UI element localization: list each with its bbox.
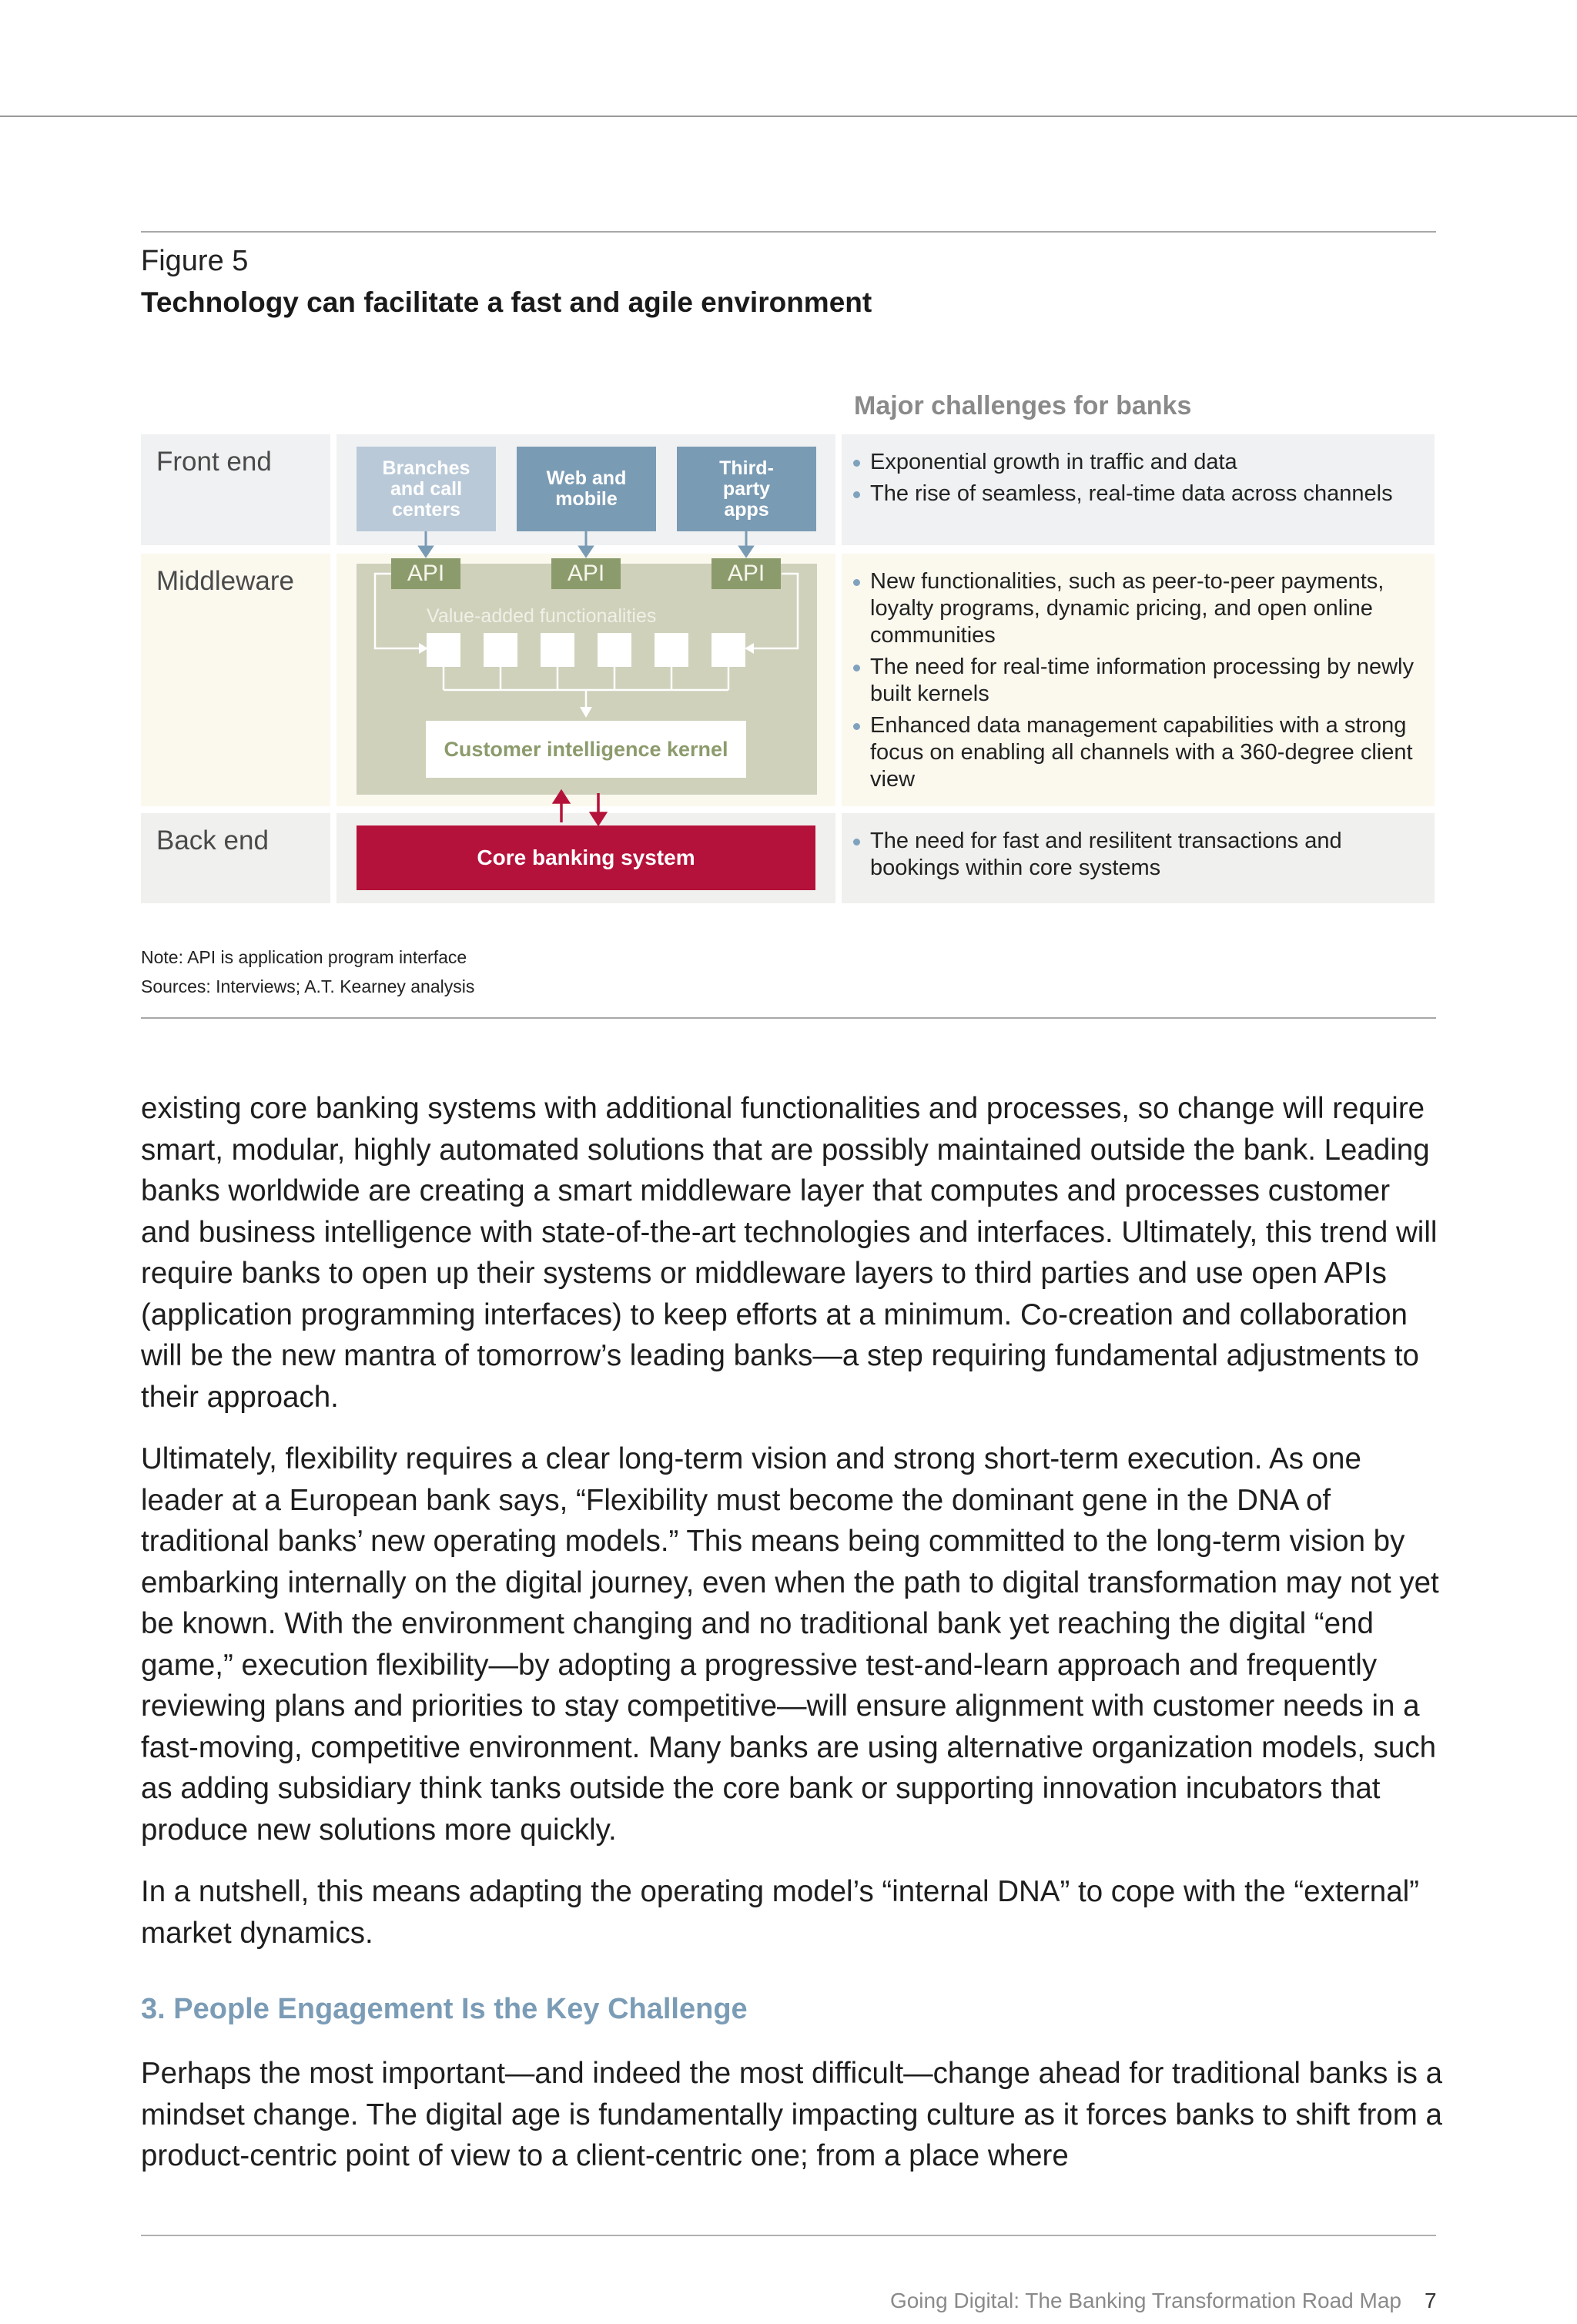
value-added-box [598,633,631,667]
bullet-dot-icon [853,579,860,586]
challenge-item: New functionalities, such as peer-to-peer payments, loyalty programs, dynamic pricing, and open online communities [852,568,1437,649]
back-challenges-list [852,828,1437,886]
value-added-box [541,633,574,667]
section-heading: 3. People Engagement Is the Key Challenge [141,1993,748,2025]
customer-intelligence-kernel: Customer intelligence kernel [426,721,746,778]
channel-branches [357,447,496,531]
channel-third-party [677,447,816,531]
footer-rule [141,2235,1436,2236]
challenges-heading: Major challenges for banks [854,391,1192,420]
bullet-dot-icon [853,839,860,846]
channel-web-mobile [517,447,656,531]
challenge-item: Exponential growth in traffic and data [852,449,1437,476]
challenge-item: Enhanced data management capabilities with a strong focus on enabling all channels with a 360-degree client view [852,712,1437,793]
figure-title: Technology can facilitate a fast and agile environment [141,286,872,318]
value-added-box [484,633,517,667]
row-label-back: Back end [156,825,269,856]
figure-label: Figure 5 [141,245,249,277]
footer-title: Going Digital: The Banking Transformation Road Map [889,2289,1401,2312]
value-added-label: Value-added functionalities [427,605,657,627]
channel-third-party-label: Third-party apps [719,457,774,521]
core-banking-system: Core banking system [357,825,815,890]
bullet-dot-icon [853,723,860,730]
row-label-front: Front end [156,447,272,477]
bullet-dot-icon [853,460,860,467]
value-added-box [655,633,688,667]
paragraph-1: existing core banking systems with additional functionalities and processes, so change will require smart, modular, highly automated solutions that are possibly maintained outside the bank. Leading banks worldwide are creating a smart middleware layer that computes and processes customer and business intelligence with state-of-the-art technologies and interfaces. Ultimately, this trend will require banks to open up their systems or middleware layers to third parties and use open APIs (application programming interfaces) to keep efforts at a minimum. Co-creation and collaboration will be the new mantra of tomorrow’s leading banks—a step requiring fundamental adjustments to their approach. [141,1092,1438,1414]
paragraph-2: Ultimately, flexibility requires a clear long-term vision and strong short-term execution. As one leader at a European bank says, “Flexibility must become the dominant gene in the DNA of traditional banks’ new operating models.” This means being committed to the long-term vision by embarking internally on the digital journey, even when the path to digital transformation may not yet be known. With the environment changing and no traditional bank yet reaching the digital “end game,” execution flexibility—by adopting a progressive test-and-learn approach and frequently reviewing plans and priorities to stay competitive—will ensure alignment with customer needs in a fast-moving, competitive environment. Many banks are using alternative organization models, such as adding subsidiary think tanks outside the core bank or supporting innovation incubators that produce new solutions more quickly. [141,1442,1439,1847]
middle-challenges-list [852,568,1437,798]
bullet-dot-icon [853,665,860,671]
challenge-item: The need for real-time information processing by newly built kernels [852,654,1437,708]
figure-sources: Sources: Interviews; A.T. Kearney analysis [141,976,475,996]
row-label-middle: Middleware [156,566,294,596]
figure-bottom-rule [141,1017,1436,1019]
bullet-dot-icon [853,491,860,498]
api-block-2: API [551,558,621,589]
challenge-item: The need for fast and resilitent transactions and bookings within core systems [852,828,1437,882]
channel-web-mobile-label: Web and mobile [546,467,627,510]
front-challenges-list [852,449,1437,512]
channel-branches-label: Branches and call centers [382,457,470,521]
page-number: 7 [1425,2289,1437,2312]
body-text-block [141,1088,1442,1974]
api-block-3: API [711,558,781,589]
body-text-block-2 [141,2053,1442,2198]
figure-note: Note: API is application program interface [141,947,467,967]
value-added-box [427,633,460,667]
value-added-box [711,633,745,667]
paragraph-3: In a nutshell, this means adapting the operating model’s “internal DNA” to cope with the “external” market dynamics. [141,1875,1419,1950]
paragraph-4: Perhaps the most important—and indeed the most difficult—change ahead for traditional banks is a mindset change. The digital age is fundamentally impacting culture as it forces banks to shift from a product-centric point of view to a client-centric one; from a place where [141,2057,1442,2172]
challenge-item: The rise of seamless, real-time data across channels [852,481,1437,507]
api-block-1: API [391,558,460,589]
